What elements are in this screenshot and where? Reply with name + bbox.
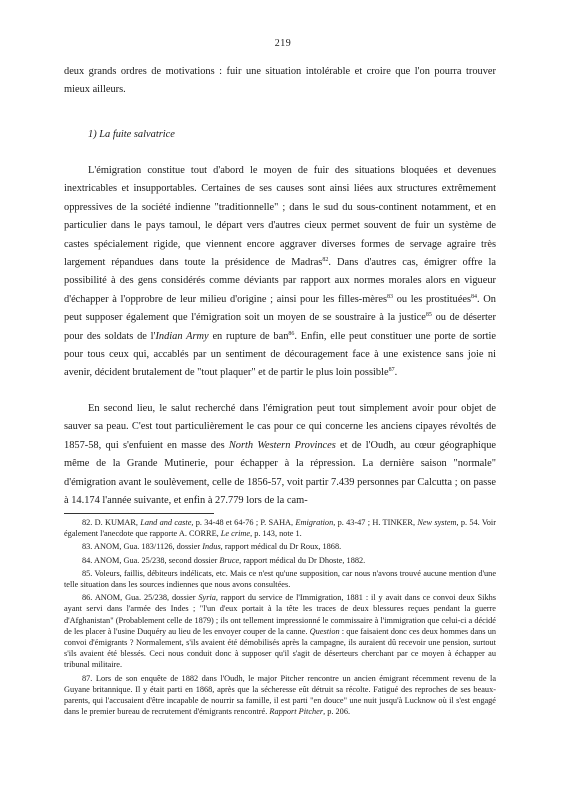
paragraph-fuite [64,162,496,383]
fn82-text: , p. 34-48 et 64-76 ; P. SAHA, [191,518,296,527]
p1-part1: L'émigration constitue tout d'abord le moyen de fuir des situations bloquées et devenues inextricables et insupportables. Certaines de ses causes sont ainsi liées aux structures extrêmement oppressives de la société indienne "traditionnelle" ; dans le sud du sous-continent notamment, et en particulier dans le pays tamoul, le départ vers d'autres cieux permet souvent de fuir un système de castes spécialement rigide, que viennent encore aggraver diverses formes de servage agraire très largement répandues dans toute la présidence de Madras [64,165,496,269]
fn82-title: Le crime [220,529,251,539]
section-heading: 1) La fuite salvatrice [88,129,175,140]
fn83-title: Indus [202,542,221,552]
fn84-title: Bruce [219,555,240,565]
footnote-ref-85: 85 [425,312,432,319]
fn85-text: 85. Voleurs, faillis, débiteurs indélicats, etc. Mais ce n'est qu'une supposition, car nous n'avons trouvé aucune mention d'une telle situation dans les sources indiennes que nous avons consultées. [64,568,496,590]
intro-text: deux grands ordres de motivations : fuir une situation intolérable et croire que l'on pourra trouver mieux ailleurs. [64,66,496,96]
p2-part2: et de l'Oudh, au cœur géographique même de la Grande Mutinerie, pour échapper à la répression. La dernière saison "normale" d'émigration avant le soulèvement, celle de 1856-57, voit partir 7.439 personnes par Calcutta ; on passe à 14.174 l'année suivante, et enfin à 27.779 lors de la cam- [64,439,496,507]
fn86-text: : que faisaient donc ces deux hommes dans un convoi d'émigrants ? Normalement, s'ils avaient été démobilisés après la campagne, ils auraient dû recevoir une pension, surtout s'ils avaient été blessés. Ceci nous conduit donc à supposer qu'il s'agit de déserteurs cherchant par ce moyen à échapper au tribunal militaire. [64,626,496,670]
footnote-separator [64,513,214,514]
footnote-ref-87: 87 [388,367,395,374]
fn86-text: 86. ANOM, Gua. 25/238, dossier [82,593,199,603]
footnote-85 [64,568,496,590]
p2-part1: En second lieu, le salut recherché dans l'émigration peut tout simplement avoir pour objet de sauver sa peau. C'est tout particulièrement le cas pour ce qui concerne les anciens cipayes révoltés de 1857-58, qui s'enfuient en masse des [64,403,496,451]
footnote-ref-83: 83 [387,293,394,300]
p1-part7: . Enfin, elle peut constituer une porte de sortie pour tous ceux qui, accablés par un sentiment de découragement face à une existence sans joie ni avenir, décident brutalement de "tout plaquer" et de partir le plus loin possible [64,330,497,379]
fn87-title: Rapport Pitcher [269,707,324,717]
fn82-text: , p. 43-47 ; H. TINKER, [333,518,418,527]
p1-part2: . Dans d'autres cas, émigrer offre la possibilité à des gens considérés comme déviants par rapport aux normes morales alors en vigueur d'échapper à l'opprobre de leur milieu d'origine ; ainsi pour les filles-mères [64,257,496,305]
intro-paragraph [64,63,496,100]
footnote-87 [64,673,496,718]
p1-part4: . On peut supposer également que l'émigration soit un moyen de se soustraire à la justice [64,293,496,324]
fn87-text: 87. Lors de son enquête de 1882 dans l'Oudh, le major Pitcher rencontre un ancien émigrant récemment revenu de la Guyane britannique. Il y était parti en 1868, après que la sécheresse eût détruit sa récolte. Fatigué des reproches de ses beaux-parents, qui l'accusaient d'être incapable de nourrir sa famille, il est parti "en douce" une nuit jusqu'à Lucknow où il s'est engagé dans le premier bureau de recrutement d'émigrants rencontré. [64,673,496,717]
footnote-ref-86: 86 [288,330,295,337]
footnote-84 [64,555,496,566]
north-western-provinces-term: North Western Provinces [228,439,336,451]
fn82-text: , p. 143, note 1. [250,529,302,539]
fn86-title: Question [309,626,340,636]
paragraph-salut [64,400,496,510]
fn84-text: , rapport médical du Dr Dhoste, 1882. [239,555,366,565]
fn86-title: Syria [198,593,216,603]
footnote-ref-84: 84 [471,293,478,300]
fn84-text: 84. ANOM, Gua. 25/238, second dossier [82,555,220,565]
indian-army-term: Indian Army [155,330,209,342]
page-number: 219 [274,38,292,49]
fn82-text: 82. D. KUMAR, [82,518,141,527]
p1-part5: ou de déserter pour des soldats de l' [64,312,497,342]
fn87-text: , p. 206. [323,707,351,717]
fn82-text: , p. 54. Voir également l'anecdote que rapporte A. CORRE, [64,518,496,539]
fn83-text: , rapport médical du Dr Roux, 1868. [220,542,342,552]
footnotes-block [64,517,496,719]
footnote-83 [64,541,496,552]
footnote-ref-82: 82 [322,257,329,264]
fn82-title: Emigration [295,518,334,527]
fn82-title: Land and caste [140,518,192,527]
p1-part8: . [394,367,398,379]
paragraph-2 [64,400,496,510]
fn86-text: , rapport du service de l'Immigration, 1881 : il y avait dans ce convoi deux Sikhs ayant servi dans l'armée des Indes ; "l'un d'eux portait à la tête les traces de deux blessures reçues pendant la guerre d'Afghanistan" (Probablement celle de 1879) ; ils ont tellement impressionné le commissaire à l'immigration que celui-ci a décidé de les placer à l'usine Duquéry au lieu de les envoyer couper de la canne. [64,593,496,636]
p1-part3: ou les prostituées [393,293,472,305]
footnote-86 [64,592,496,670]
footnote-82 [64,517,496,539]
paragraph-1 [64,162,496,383]
fn82-title: New system [417,518,457,527]
fn83-text: 83. ANOM, Gua. 183/1126, dossier [82,542,203,552]
p1-part6: en rupture de ban [208,330,289,342]
